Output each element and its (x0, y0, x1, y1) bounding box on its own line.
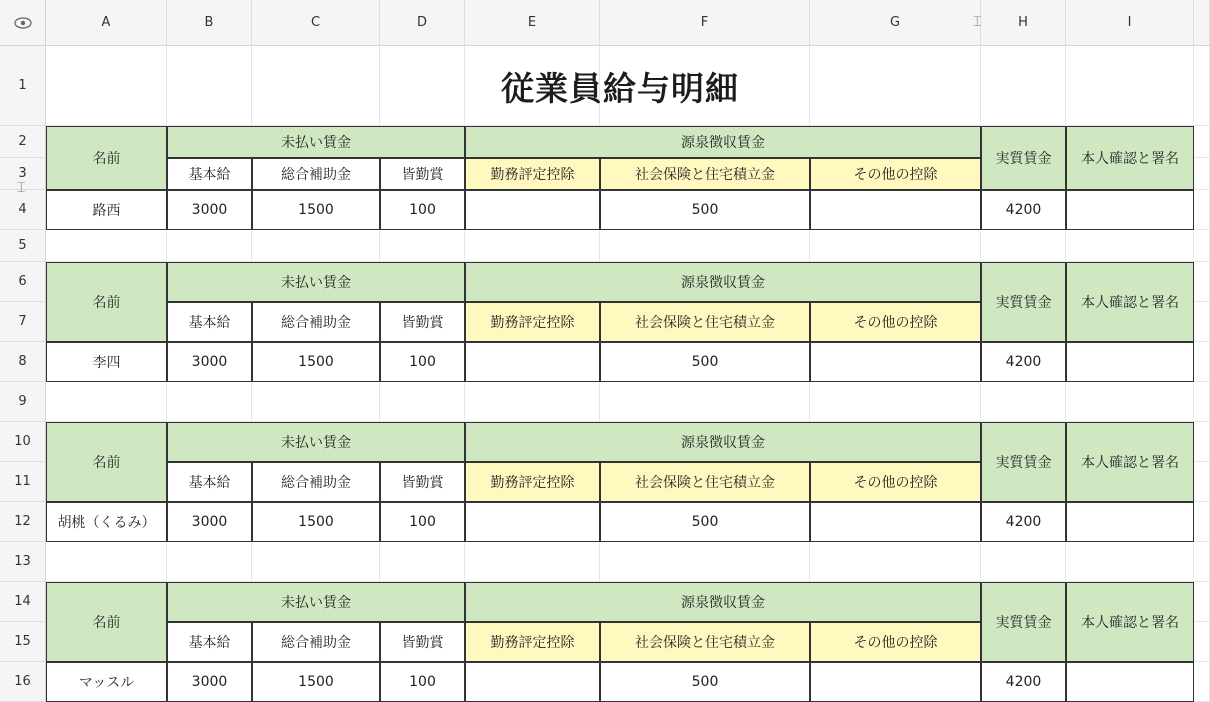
column-header[interactable]: G (810, 0, 981, 46)
grid-cell[interactable] (1066, 230, 1194, 262)
signature-cell[interactable] (1066, 190, 1194, 230)
allowance-cell[interactable]: 1500 (252, 502, 380, 542)
employee-name-cell[interactable]: 路西 (46, 190, 167, 230)
attendance-bonus-header: 皆勤賞 (380, 158, 465, 190)
signature-cell[interactable] (1066, 502, 1194, 542)
grid-cell[interactable] (1194, 262, 1210, 302)
grid-cell[interactable] (1194, 190, 1210, 230)
attendance-bonus-cell[interactable]: 100 (380, 190, 465, 230)
signature-header: 本人確認と署名 (1066, 262, 1194, 342)
row-header[interactable]: 6 (0, 262, 46, 302)
withholding-header: 源泉徴収賃金 (465, 262, 981, 302)
evaluation-deduction-header: 勤務評定控除 (465, 622, 600, 662)
grid-cell[interactable] (1194, 382, 1210, 422)
name-header: 名前 (46, 262, 167, 342)
grid-cell[interactable] (1194, 662, 1210, 702)
sheet-title: 従業員給与明細 (501, 68, 739, 108)
grid-cell[interactable] (600, 230, 810, 262)
grid-cell[interactable] (810, 542, 981, 582)
name-header: 名前 (46, 582, 167, 662)
grid-cell[interactable] (1194, 502, 1210, 542)
grid-cell[interactable] (1194, 126, 1210, 158)
grid-cell[interactable] (46, 542, 167, 582)
row-header[interactable]: 16 (0, 662, 46, 702)
grid-cell[interactable] (465, 542, 600, 582)
insurance-header: 社会保険と住宅積立金 (600, 462, 810, 502)
evaluation-deduction-header: 勤務評定控除 (465, 462, 600, 502)
other-deduction-header: その他の控除 (810, 302, 981, 342)
net-wage-cell[interactable]: 4200 (981, 662, 1066, 702)
attendance-bonus-header: 皆勤賞 (380, 622, 465, 662)
net-wage-cell[interactable]: 4200 (981, 342, 1066, 382)
row-header[interactable]: 4 (0, 190, 46, 230)
column-header[interactable]: E (465, 0, 600, 46)
insurance-cell[interactable]: 500 (600, 662, 810, 702)
allowance-header: 総合補助金 (252, 302, 380, 342)
grid-cell[interactable] (981, 382, 1066, 422)
row-header[interactable]: 1 (0, 46, 46, 126)
evaluation-deduction-cell[interactable] (465, 502, 600, 542)
grid-cell[interactable] (981, 230, 1066, 262)
allowance-header: 総合補助金 (252, 462, 380, 502)
grid-cell[interactable] (465, 230, 600, 262)
withholding-header: 源泉徴収賃金 (465, 126, 981, 158)
insurance-header: 社会保険と住宅積立金 (600, 158, 810, 190)
grid-cell[interactable] (380, 230, 465, 262)
row-header[interactable]: 14 (0, 582, 46, 622)
insurance-cell[interactable]: 500 (600, 342, 810, 382)
base-pay-cell[interactable]: 3000 (167, 662, 252, 702)
unpaid-wages-header: 未払い賃金 (167, 422, 465, 462)
signature-header: 本人確認と署名 (1066, 422, 1194, 502)
row-header[interactable]: 5 (0, 230, 46, 262)
other-deduction-cell[interactable] (810, 190, 981, 230)
signature-cell[interactable] (1066, 662, 1194, 702)
grid-cell[interactable] (380, 382, 465, 422)
evaluation-deduction-header: 勤務評定控除 (465, 158, 600, 190)
grid-cell[interactable] (1194, 158, 1210, 190)
column-header[interactable]: A (46, 0, 167, 46)
row-header[interactable]: 2 (0, 126, 46, 158)
net-wage-header: 実質賃金 (981, 126, 1066, 190)
row-header[interactable]: 3 (0, 158, 46, 190)
attendance-bonus-header: 皆勤賞 (380, 302, 465, 342)
name-header: 名前 (46, 422, 167, 502)
column-header[interactable]: H (981, 0, 1066, 46)
evaluation-deduction-cell[interactable] (465, 662, 600, 702)
employee-name-cell[interactable]: 李四 (46, 342, 167, 382)
net-wage-header: 実質賃金 (981, 422, 1066, 502)
employee-name-cell[interactable]: 胡桃（くるみ） (46, 502, 167, 542)
signature-cell[interactable] (1066, 342, 1194, 382)
base-pay-header: 基本給 (167, 302, 252, 342)
evaluation-deduction-cell[interactable] (465, 342, 600, 382)
grid-cell[interactable] (600, 382, 810, 422)
column-header[interactable]: D (380, 0, 465, 46)
base-pay-cell[interactable]: 3000 (167, 342, 252, 382)
other-deduction-header: その他の控除 (810, 462, 981, 502)
net-wage-header: 実質賃金 (981, 262, 1066, 342)
employee-name-cell[interactable]: マッスル (46, 662, 167, 702)
base-pay-cell[interactable]: 3000 (167, 502, 252, 542)
unpaid-wages-header: 未払い賃金 (167, 582, 465, 622)
allowance-cell[interactable]: 1500 (252, 342, 380, 382)
other-deduction-cell[interactable] (810, 502, 981, 542)
insurance-header: 社会保険と住宅積立金 (600, 302, 810, 342)
net-wage-cell[interactable]: 4200 (981, 190, 1066, 230)
net-wage-header: 実質賃金 (981, 582, 1066, 662)
grid-cell[interactable] (1194, 302, 1210, 342)
grid-cell[interactable] (1194, 342, 1210, 382)
grid-cell[interactable] (380, 542, 465, 582)
insurance-cell[interactable]: 500 (600, 190, 810, 230)
row-resize-handle[interactable]: ⌶ (17, 180, 26, 196)
row-header[interactable]: 13 (0, 542, 46, 582)
allowance-cell[interactable]: 1500 (252, 662, 380, 702)
row-header[interactable]: 15 (0, 622, 46, 662)
other-deduction-header: その他の控除 (810, 622, 981, 662)
grid-cell[interactable] (810, 382, 981, 422)
column-header[interactable]: B (167, 0, 252, 46)
allowance-header: 総合補助金 (252, 158, 380, 190)
grid-cell[interactable] (252, 230, 380, 262)
grid-cell[interactable] (1194, 422, 1210, 462)
allowance-cell[interactable]: 1500 (252, 190, 380, 230)
grid-cell[interactable] (1194, 46, 1210, 126)
attendance-bonus-cell[interactable]: 100 (380, 342, 465, 382)
insurance-cell[interactable]: 500 (600, 502, 810, 542)
grid-cell[interactable] (1066, 382, 1194, 422)
row-header[interactable]: 9 (0, 382, 46, 422)
grid-cell[interactable] (167, 230, 252, 262)
base-pay-header: 基本給 (167, 462, 252, 502)
row-header[interactable]: 12 (0, 502, 46, 542)
grid-cell[interactable] (1194, 582, 1210, 622)
other-deduction-cell[interactable] (810, 662, 981, 702)
row-header[interactable]: 7 (0, 302, 46, 342)
column-header-empty (1194, 0, 1210, 46)
eye-icon (14, 17, 32, 29)
base-pay-header: 基本給 (167, 622, 252, 662)
row-header[interactable]: 11 (0, 462, 46, 502)
base-pay-header: 基本給 (167, 158, 252, 190)
grid-cell[interactable] (252, 382, 380, 422)
column-header[interactable]: I (1066, 0, 1194, 46)
grid-cell[interactable] (810, 230, 981, 262)
attendance-bonus-cell[interactable]: 100 (380, 502, 465, 542)
grid-cell[interactable] (1066, 542, 1194, 582)
unpaid-wages-header: 未払い賃金 (167, 262, 465, 302)
attendance-bonus-header: 皆勤賞 (380, 462, 465, 502)
row-header[interactable]: 8 (0, 342, 46, 382)
base-pay-cell[interactable]: 3000 (167, 190, 252, 230)
grid-cell[interactable] (46, 382, 167, 422)
select-all-corner[interactable] (0, 0, 46, 46)
other-deduction-cell[interactable] (810, 342, 981, 382)
withholding-header: 源泉徴収賃金 (465, 582, 981, 622)
column-header[interactable]: C (252, 0, 380, 46)
grid-cell[interactable] (600, 542, 810, 582)
grid-cell[interactable] (167, 382, 252, 422)
name-header: 名前 (46, 126, 167, 190)
unpaid-wages-header: 未払い賃金 (167, 126, 465, 158)
grid-cell[interactable] (1194, 542, 1210, 582)
row-header[interactable]: 10 (0, 422, 46, 462)
grid-cell[interactable] (465, 382, 600, 422)
attendance-bonus-cell[interactable]: 100 (380, 662, 465, 702)
grid-cell[interactable] (1194, 462, 1210, 502)
column-header[interactable]: F (600, 0, 810, 46)
other-deduction-header: その他の控除 (810, 158, 981, 190)
allowance-header: 総合補助金 (252, 622, 380, 662)
signature-header: 本人確認と署名 (1066, 126, 1194, 190)
grid-cell[interactable] (1194, 622, 1210, 662)
evaluation-deduction-cell[interactable] (465, 190, 600, 230)
net-wage-cell[interactable]: 4200 (981, 502, 1066, 542)
column-resize-handle[interactable]: ⌶ (973, 14, 982, 30)
insurance-header: 社会保険と住宅積立金 (600, 622, 810, 662)
grid-cell[interactable] (1194, 230, 1210, 262)
withholding-header: 源泉徴収賃金 (465, 422, 981, 462)
grid-cell[interactable] (46, 230, 167, 262)
grid-cell[interactable] (252, 542, 380, 582)
signature-header: 本人確認と署名 (1066, 582, 1194, 662)
evaluation-deduction-header: 勤務評定控除 (465, 302, 600, 342)
grid-cell[interactable] (981, 542, 1066, 582)
grid-cell[interactable] (167, 542, 252, 582)
